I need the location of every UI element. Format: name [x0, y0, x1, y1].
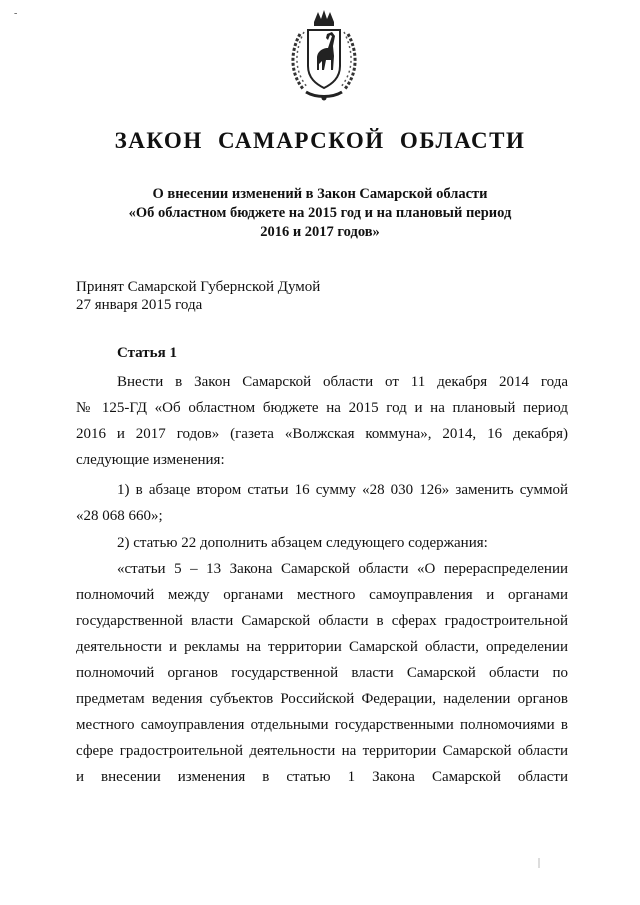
scan-artifact: [538, 858, 540, 868]
text-line: 1) в абзаце втором статьи 16 сумму «28 030 126» заменить суммой: [117, 482, 568, 498]
article-heading: Статья 1: [117, 345, 177, 361]
adoption-info: [76, 278, 320, 314]
text-line: деятельности и рекламы на территории Самарской области, определении: [76, 639, 568, 655]
article-intro: [76, 369, 568, 473]
text-line: государственной власти Самарской области в сферах градостроительной: [76, 613, 568, 629]
law-subtitle: [60, 185, 580, 242]
text-line: сфере градостроительной деятельности на территории Самарской области: [76, 743, 568, 759]
law-title: ЗАКОН САМАРСКОЙ ОБЛАСТИ: [114, 128, 526, 153]
text-line: полномочий органов государственной власти Самарской области по: [76, 665, 568, 681]
text-line: 2016 и 2017 годов» (газета «Волжская коммуна», 2014, 16 декабря): [76, 426, 568, 442]
text-line: и внесении изменения в статью 1 Закона Самарской области: [76, 769, 568, 785]
text-line: «статьи 5 – 13 Закона Самарской области «О перераспределении: [117, 561, 568, 577]
article-item-1: [76, 477, 568, 529]
subtitle-line: 2016 и 2017 годов»: [260, 224, 380, 240]
article-item-2: [76, 530, 568, 556]
text-line: «28 068 660»;: [76, 508, 163, 524]
adoption-date: 27 января 2015 года: [76, 297, 203, 313]
subtitle-line: «Об областном бюджете на 2015 год и на плановый период: [128, 205, 512, 221]
scan-mark: ‑: [14, 8, 18, 19]
text-line: Внести в Закон Самарской области от 11 декабря 2014 года: [117, 374, 568, 390]
text-line: 2) статью 22 дополнить абзацем следующего содержания:: [117, 535, 488, 551]
adoption-body: Принят Самарской Губернской Думой: [76, 279, 321, 295]
text-line: местного самоуправления отдельными государственными полномочиями в: [76, 717, 568, 733]
text-line: № 125-ГД «Об областном бюджете на 2015 год и на плановый период: [76, 400, 568, 416]
article-quote: [76, 556, 568, 790]
subtitle-line: О внесении изменений в Закон Самарской области: [152, 186, 488, 202]
coat-of-arms-icon: [286, 8, 362, 104]
text-line: следующие изменения:: [76, 452, 225, 468]
text-line: предметам ведения субъектов Российской Федерации, наделении органов: [76, 691, 568, 707]
text-line: полномочий между органами местного самоуправления и органами: [76, 587, 568, 603]
